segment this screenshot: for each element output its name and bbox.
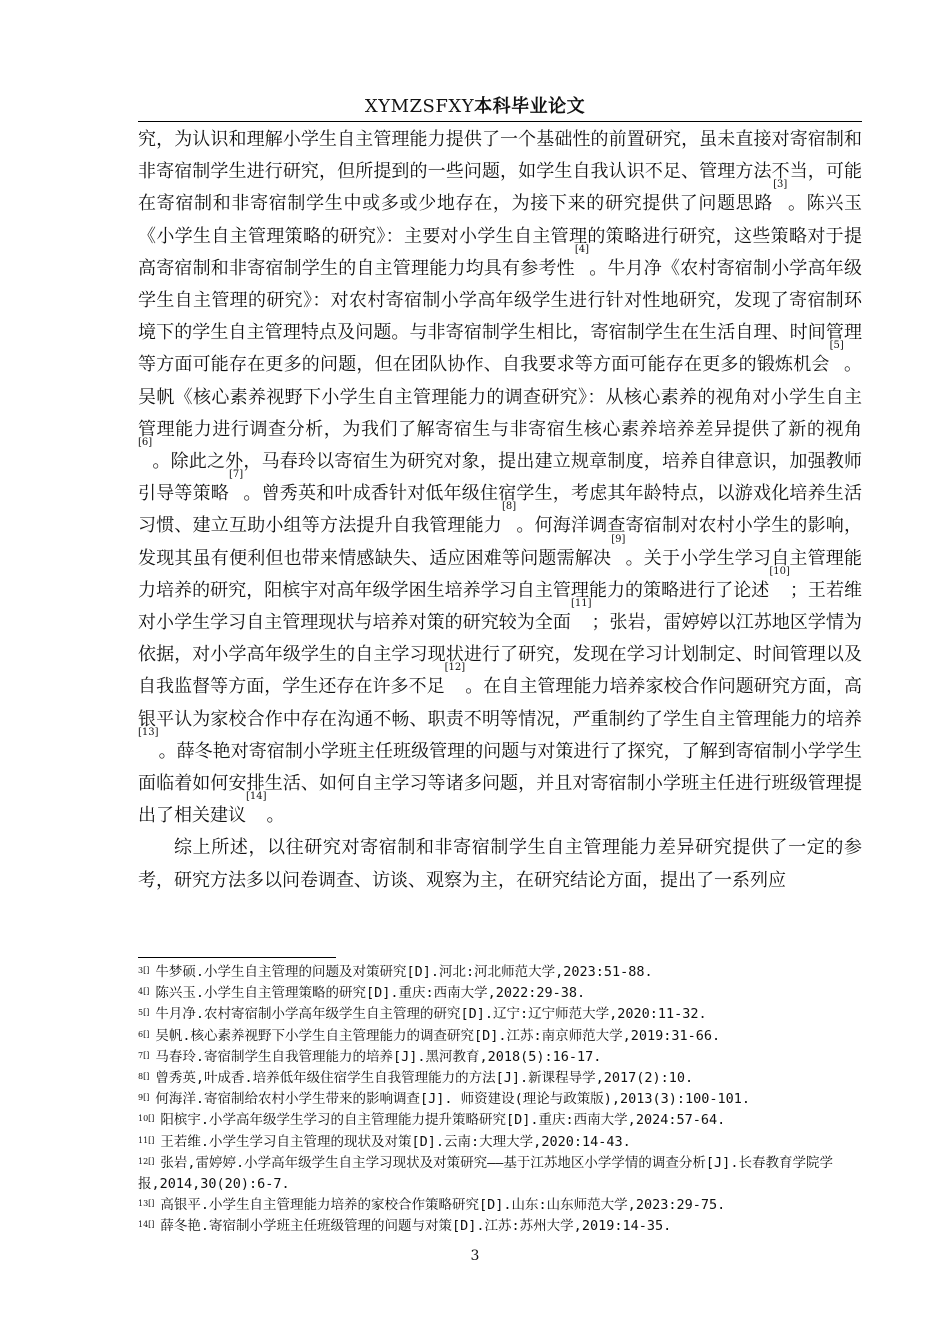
footnote-item — [138, 1089, 862, 1110]
citation-marker: [7] — [229, 469, 244, 481]
footnote-mark: 5[] — [138, 1008, 150, 1018]
footnotes — [138, 962, 862, 1238]
footnote-mark: 6[] — [138, 1029, 150, 1039]
footnote-text: 牛梦硕.小学生自主管理的问题及对策研究[D].河北:河北师范大学,2023:51-88. — [155, 964, 653, 980]
footnote-item — [138, 962, 862, 983]
citation-marker: [13] — [138, 726, 159, 738]
footnote-item — [138, 1132, 862, 1153]
footnote-text: 马春玲.寄宿制学生自我管理能力的培养[J].黑河教育,2018(5):16-17. — [155, 1048, 602, 1065]
paragraph-text: 究，为认识和理解小学生自主管理能力提供了一个基础性的前置研究，虽未直接对寄宿制和非寄宿制学生进行研究，但所提到的一些问题，如学生自我认识不足、管理方法不当，可能在寄宿制和非寄宿制学生中或多或少地存在，为接下来的研究提供了问题思路 — [138, 129, 862, 215]
footnote-text: 曾秀英,叶成香.培养低年级住宿学生自我管理能力的方法[J].新课程导学,2017(2):10. — [155, 1070, 694, 1087]
paragraph-text: 。薛冬艳对寄宿制小学班主任班级管理的问题与对策进行了探究，了解到寄宿制小学学生面临着如何安排生活、如何自主学习等诸多问题，并且对寄宿制小学班主任进行班级管理提出了相关建议 — [138, 740, 862, 827]
footnote-mark: 9[] — [138, 1093, 150, 1103]
footnote-separator — [138, 957, 336, 958]
footnote-mark: 13[] — [138, 1199, 155, 1209]
paragraph-text: 。陈兴玉《小学生自主管理策略的研究》：主要对小学生自主管理的策略进行研究，这些策略对于提高寄宿制和非寄宿制学生的自主管理能力均具有参考性 — [138, 193, 862, 279]
footnote-mark: 3[] — [138, 966, 150, 975]
footnote-text: 牛月净.农村寄宿制小学高年级学生自主管理的研究[D].辽宁:辽宁师范大学,2020:11-32. — [155, 1006, 707, 1023]
header-rule — [138, 121, 862, 122]
citation-marker: [8] — [502, 501, 517, 513]
paragraph-text: 。关于小学生学习自主管理能力培养的研究，阳槟宇对高年级学困生培养学习自主管理能力的策略进行了论述 — [138, 547, 862, 601]
paragraph-text: 。牛月净《农村寄宿制小学高年级学生自主管理的研究》：对农村寄宿制小学高年级学生进行针对性地研究，发现了寄宿制环境下的学生自主管理特点及问题。与非寄宿制学生相比，寄宿制学生在生活自理、时间管理等方面可能存在更多的问题，但在团队协作、自我要求等方面可能存在更多的锻炼机会 — [138, 257, 863, 376]
paragraph-text: 。何海洋调查寄宿制对农村小学生的影响，发现其虽有便利但也带来情感缺失、适应困难等问题需解决 — [138, 515, 862, 569]
citation-marker: [4] — [574, 243, 589, 255]
header-latin: XYMZSFXY — [364, 96, 475, 117]
citation-marker: [14] — [246, 791, 267, 803]
header-chinese: 本科毕业论文 — [474, 96, 586, 117]
paragraph-text: 。曾秀英和叶成香针对低年级住宿学生，考虑其年龄特点，以游戏化培养生活习惯、建立互助小组等方法提升自我管理能力 — [138, 483, 863, 537]
footnote-text: 薛冬艳.寄宿制小学班主任班级管理的问题与对策[D].江苏:苏州大学,2019:14-35. — [160, 1218, 672, 1235]
footnote-text: 阳槟宇.小学高年级学生学习的自主管理能力提升策略研究[D].重庆:西南大学,2024:57-64. — [160, 1112, 726, 1129]
paragraph-text: 。除此之外，马春玲以寄宿生为研究对象，提出建立规章制度，培养自律意识，加强教师引导等策略 — [138, 451, 862, 505]
footnote-text: 陈兴玉.小学生自主管理策略的研究[D].重庆:西南大学,2022:29-38. — [155, 985, 586, 1002]
paragraph-text: 综上所述，以往研究对寄宿制和非寄宿制学生自主管理能力差异研究提供了一定的参考，研究方法多以问卷调查、访谈、观察为主，在研究结论方面，提出了一系列应 — [138, 837, 862, 891]
paragraph — [138, 124, 862, 832]
footnote-mark: 11[] — [138, 1135, 155, 1145]
paragraph-text: ；王若维对小学生学习自主管理现状与培养对策的研究较为全面 — [138, 579, 863, 634]
footnote-item — [138, 1047, 862, 1068]
footnote-item — [138, 1026, 862, 1047]
citation-marker: [3] — [773, 179, 788, 191]
footnote-item — [138, 1110, 862, 1131]
footnote-item — [138, 1004, 862, 1025]
paragraph-text: 。 — [266, 805, 285, 827]
footnote-text: 张岩,雷婷婷.小学高年级学生自主学习现状及对策研究——基于江苏地区小学学情的调查分析[J].长春教育学院学报,2014,30(20):6-7. — [138, 1154, 833, 1193]
footnote-item — [138, 1195, 862, 1216]
footnote-text: 吴帆.核心素养视野下小学生自主管理能力的调查研究[D].江苏:南京师范大学,2019:31-66. — [155, 1027, 721, 1044]
citation-marker: [6] — [138, 437, 153, 449]
footnote-item — [138, 1153, 862, 1195]
citation-marker: [11] — [570, 598, 592, 610]
citation-marker: [12] — [444, 662, 466, 674]
footnote-mark: 10[] — [138, 1114, 155, 1124]
footnote-item — [138, 1068, 862, 1089]
citation-marker: [10] — [769, 565, 790, 577]
footnote-item — [138, 983, 862, 1004]
paragraph-text: ；张岩，雷婷婷以江苏地区学情为依据，对小学高年级学生的自主学习现状进行了研究，发现在学习计划制定、时间管理以及自我监督等方面，学生还存在许多不足 — [138, 612, 863, 698]
footnote-text: 何海洋.寄宿制给农村小学生带来的影响调查[J]. 师资建设(理论与政策版),2013(3):100-101. — [155, 1091, 751, 1108]
page-number: 3 — [470, 1248, 480, 1264]
paragraph-text: 。在自主管理能力培养家校合作问题研究方面，高银平认为家校合作中存在沟通不畅、职责不明等情况，严重制约了学生自主管理能力的培养 — [138, 676, 862, 730]
footnote-item — [138, 1216, 862, 1237]
citation-marker: [5] — [829, 340, 844, 352]
footnote-mark: 12[] — [138, 1156, 155, 1166]
running-header — [0, 92, 950, 118]
paragraph — [138, 832, 862, 896]
footnote-mark: 4[] — [138, 987, 150, 997]
body-text — [138, 124, 862, 897]
footnote-mark: 14[] — [138, 1220, 155, 1230]
footnote-text: 高银平.小学生自主管理能力培养的家校合作策略研究[D].山东:山东师范大学,2023:29-75. — [160, 1197, 726, 1214]
footnote-mark: 8[] — [138, 1072, 150, 1082]
footnote-mark: 7[] — [138, 1050, 150, 1060]
footnote-text: 王若维.小学生学习自主管理的现状及对策[D].云南:大理大学,2020:14-43. — [160, 1133, 631, 1150]
paragraph-text: 。吴帆《核心素养视野下小学生自主管理能力的调查研究》：从核心素养的视角对小学生自主管理能力进行调查分析，为我们了解寄宿生与非寄宿生核心素养培养差异提供了新的视角 — [138, 354, 862, 440]
citation-marker: [9] — [611, 533, 626, 545]
